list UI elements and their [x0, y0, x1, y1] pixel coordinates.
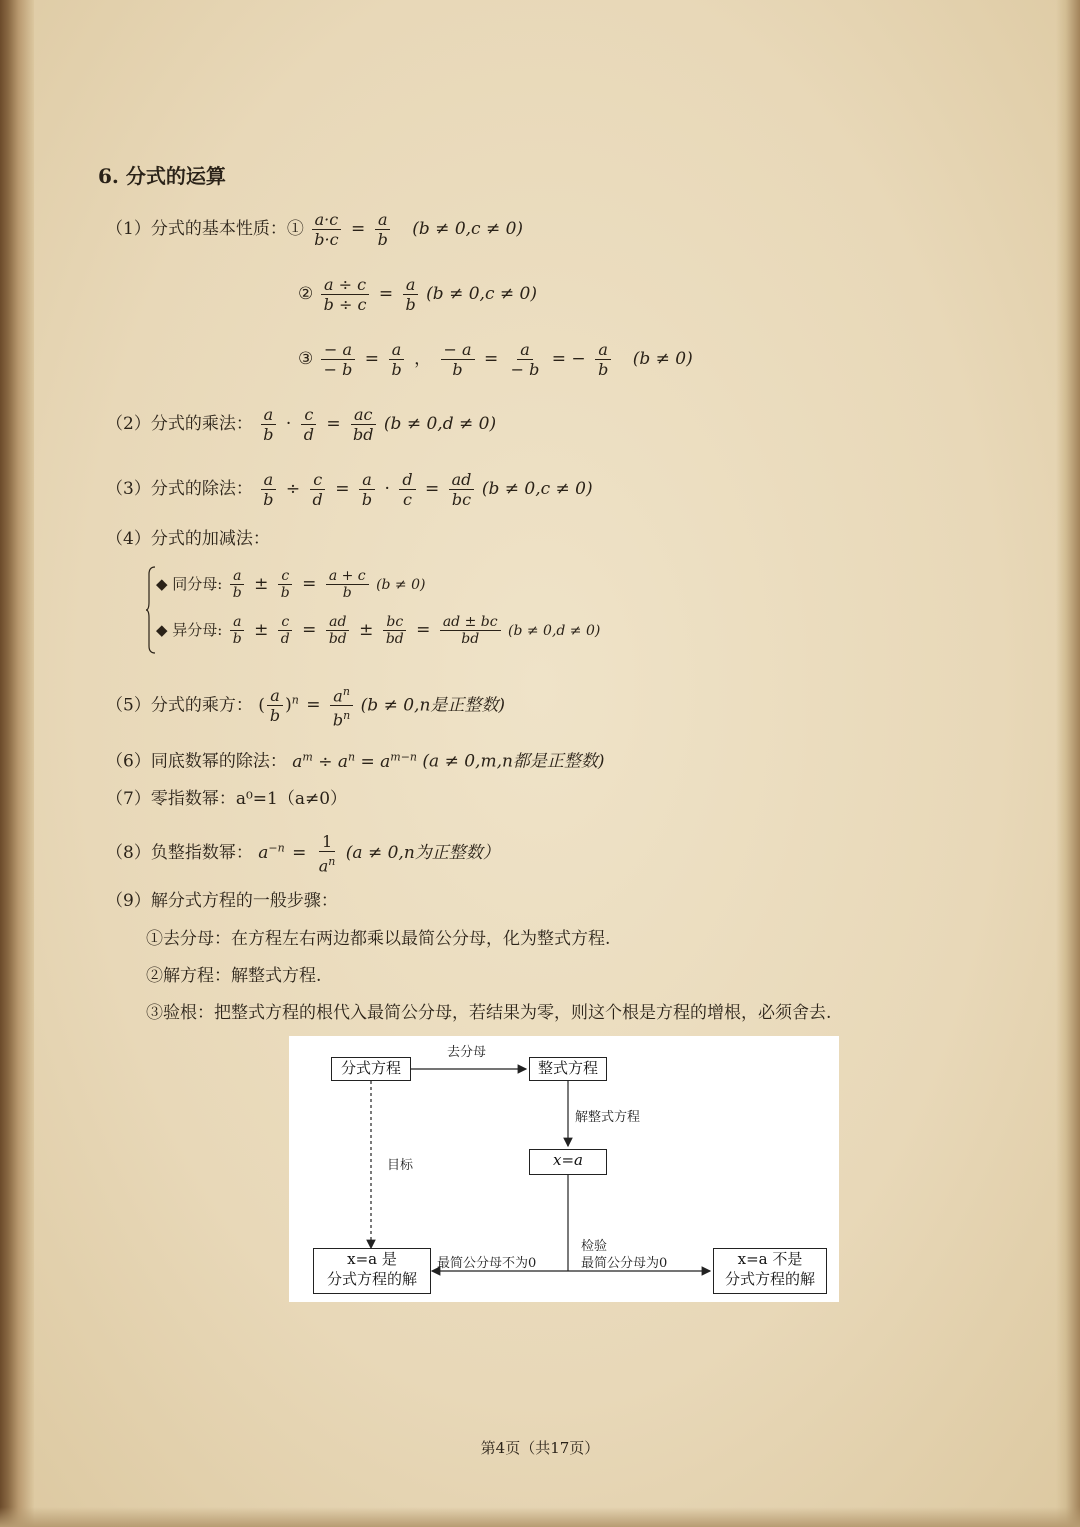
formula-power: （5）分式的乘方： ( $\frac{a}{b}$ )$^n$ = $\frac{a^n}{b^n}$ (b ≠ 0,n是正整数) [106, 682, 505, 730]
fraction: $\frac{- a}{b}$ [441, 340, 475, 379]
item5-condition: (b ≠ 0,n是正整数) [360, 695, 506, 716]
item5-label: （5）分式的乘方： [106, 695, 253, 716]
fraction: $\frac{1}{a^n}$ [318, 832, 336, 876]
label-denominator-nonzero: 最简公分母不为0 [437, 1256, 537, 1271]
fraction: $\frac{a}{b}$ [230, 614, 245, 647]
box-not-solution: x=a 不是 分式方程的解 [713, 1248, 827, 1294]
label-solve-integral: 解整式方程 [575, 1110, 641, 1125]
label-remove-denominator: 去分母 [447, 1045, 487, 1060]
step-3: ③验根：把整式方程的根代入最简公分母，若结果为零，则这个根是方程的增根，必须舍去. [146, 1003, 832, 1023]
formula-basic-property-1: （1）分式的基本性质：① $\frac{a\cdot c}{b\cdot c}$ = $\frac{a}{b}$ (b ≠ 0,c ≠ 0) [106, 210, 524, 249]
page-edge-right [1056, 0, 1080, 1527]
formula-division: （3）分式的除法： $\frac{a}{b}$ ÷ $\frac{c}{d}$ = $\frac{a}{b}$ · $\frac{d}{c}$ = $\frac{ad}{bc}$ (b ≠ 0,c ≠ 0) [106, 470, 593, 509]
fraction: $\frac{a}{b}$ [230, 568, 245, 601]
item2-label: （2）分式的乘法： [106, 414, 253, 434]
box-x-equals-a: x=a [529, 1149, 607, 1175]
fraction: $\frac{a}{b}$ [388, 340, 404, 379]
box-integral-equation: 整式方程 [529, 1057, 607, 1081]
fraction: $\frac{a}{b}$ [595, 340, 611, 379]
fraction: $\frac{a}{b}$ [375, 210, 391, 249]
item1b-number: ② [298, 284, 314, 304]
item6-condition: (a ≠ 0,m,n都是正整数) [422, 751, 605, 772]
item1c-number: ③ [298, 349, 314, 369]
fraction: $\frac{a}{- b}$ [510, 340, 540, 379]
item8-label: （8）负整指数幂： [106, 843, 253, 864]
diff-denom-condition: (b ≠ 0,d ≠ 0) [507, 623, 601, 639]
fraction: $\frac{a}{b}$ [260, 405, 276, 444]
same-denom-condition: (b ≠ 0) [376, 577, 426, 593]
fraction: $\frac{ad}{bc}$ [449, 470, 475, 509]
step-1: ①去分母：在方程左右两边都乘以最简公分母，化为整式方程. [146, 929, 611, 949]
label-check: 检验 [581, 1239, 608, 1254]
fraction: $\frac{c}{d}$ [310, 470, 326, 509]
formula-negative-exponent: （8）负整指数幂： $a^{-n}$ = $\frac{1}{a^n}$ (a ≠ 0,n为正整数） [106, 832, 500, 876]
item8-condition: (a ≠ 0,n为正整数） [345, 843, 500, 864]
fraction: $\frac{a + c}{b}$ [326, 568, 369, 601]
fraction: $\frac{- a}{- b}$ [321, 340, 356, 379]
fraction: $\frac{a}{b}$ [359, 470, 375, 509]
item3-label: （3）分式的除法： [106, 479, 253, 499]
section-title: 6. 分式的运算 [98, 164, 226, 188]
diff-denom-label: ◆ 异分母: [156, 621, 223, 639]
box-fractional-equation: 分式方程 [331, 1057, 411, 1081]
item2-condition: (b ≠ 0,d ≠ 0) [383, 414, 497, 434]
fraction: $\frac{ad}{bd}$ [326, 614, 350, 647]
step-2: ②解方程：解整式方程. [146, 966, 322, 986]
page-edge-left [0, 0, 34, 1527]
item9-label: （9）解分式方程的一般步骤： [106, 891, 338, 911]
fraction: $\frac{ad \pm bc}{bd}$ [440, 614, 501, 647]
same-denom-label: ◆ 同分母: [156, 575, 223, 593]
fraction: $\frac{d}{c}$ [399, 470, 415, 509]
box-is-solution: x=a 是 分式方程的解 [313, 1248, 431, 1294]
formula-same-denominator: ◆ 同分母: $\frac{a}{b}$ ± $\frac{c}{b}$ = $\frac{a + c}{b}$ (b ≠ 0) [156, 568, 426, 601]
item1-label: （1）分式的基本性质：① [106, 219, 304, 239]
item6-label: （6）同底数幂的除法： [106, 751, 287, 772]
curly-brace [146, 566, 156, 654]
fraction: $\frac{a\cdot c}{b\cdot c}$ [311, 210, 341, 249]
flowchart-diagram [289, 1036, 839, 1302]
item1c-condition: (b ≠ 0) [632, 349, 693, 369]
label-goal: 目标 [387, 1158, 414, 1173]
page-footer: 第4页（共17页） [480, 1439, 600, 1457]
item4-label: （4）分式的加减法： [106, 529, 270, 549]
fraction: $\frac{bc}{bd}$ [383, 614, 407, 647]
item1-condition: (b ≠ 0,c ≠ 0) [412, 219, 524, 239]
formula-basic-property-2: ② $\frac{a \div c}{b \div c}$ = $\frac{a}{b}$ (b ≠ 0,c ≠ 0) [298, 275, 537, 314]
fraction: $\frac{a}{b}$ [260, 470, 276, 509]
formula-same-base-division: （6）同底数幂的除法： $a^m \div a^n = a^{m-n}$ (a ≠ 0,m,n都是正整数) [106, 750, 605, 772]
formula-basic-property-3: ③ $\frac{- a}{- b}$ = $\frac{a}{b}$ ， $\frac{- a}{b}$ = $\frac{a}{- b}$ = − $\frac{a}{b}$ (b ≠ 0) [298, 340, 693, 379]
fraction: $\frac{a^n}{b^n}$ [330, 682, 353, 730]
fraction: $\frac{ac}{bd}$ [350, 405, 376, 444]
item7-zero-exponent: （7）零指数幂：a⁰=1（a≠0） [106, 789, 348, 809]
fraction: $\frac{c}{d}$ [301, 405, 317, 444]
label-denominator-zero: 最简公分母为0 [581, 1256, 668, 1271]
formula-multiplication: （2）分式的乘法： $\frac{a}{b}$ · $\frac{c}{d}$ = $\frac{ac}{bd}$ (b ≠ 0,d ≠ 0) [106, 405, 497, 444]
item3-condition: (b ≠ 0,c ≠ 0) [481, 479, 593, 499]
formula-different-denominator: ◆ 异分母: $\frac{a}{b}$ ± $\frac{c}{d}$ = $\frac{ad}{bd}$ ± $\frac{bc}{bd}$ = $\frac{ad \pm bc}{bd}$ (b ≠ 0,d ≠ 0) [156, 614, 601, 647]
fraction: $\frac{a}{b}$ [403, 275, 419, 314]
item1b-condition: (b ≠ 0,c ≠ 0) [426, 284, 537, 304]
fraction: $\frac{c}{d}$ [278, 614, 293, 647]
fraction: $\frac{a \div c}{b \div c}$ [321, 275, 370, 314]
fraction: $\frac{a}{b}$ [267, 686, 283, 725]
fraction: $\frac{c}{b}$ [278, 568, 293, 601]
page-edge-bottom [0, 1507, 1080, 1527]
